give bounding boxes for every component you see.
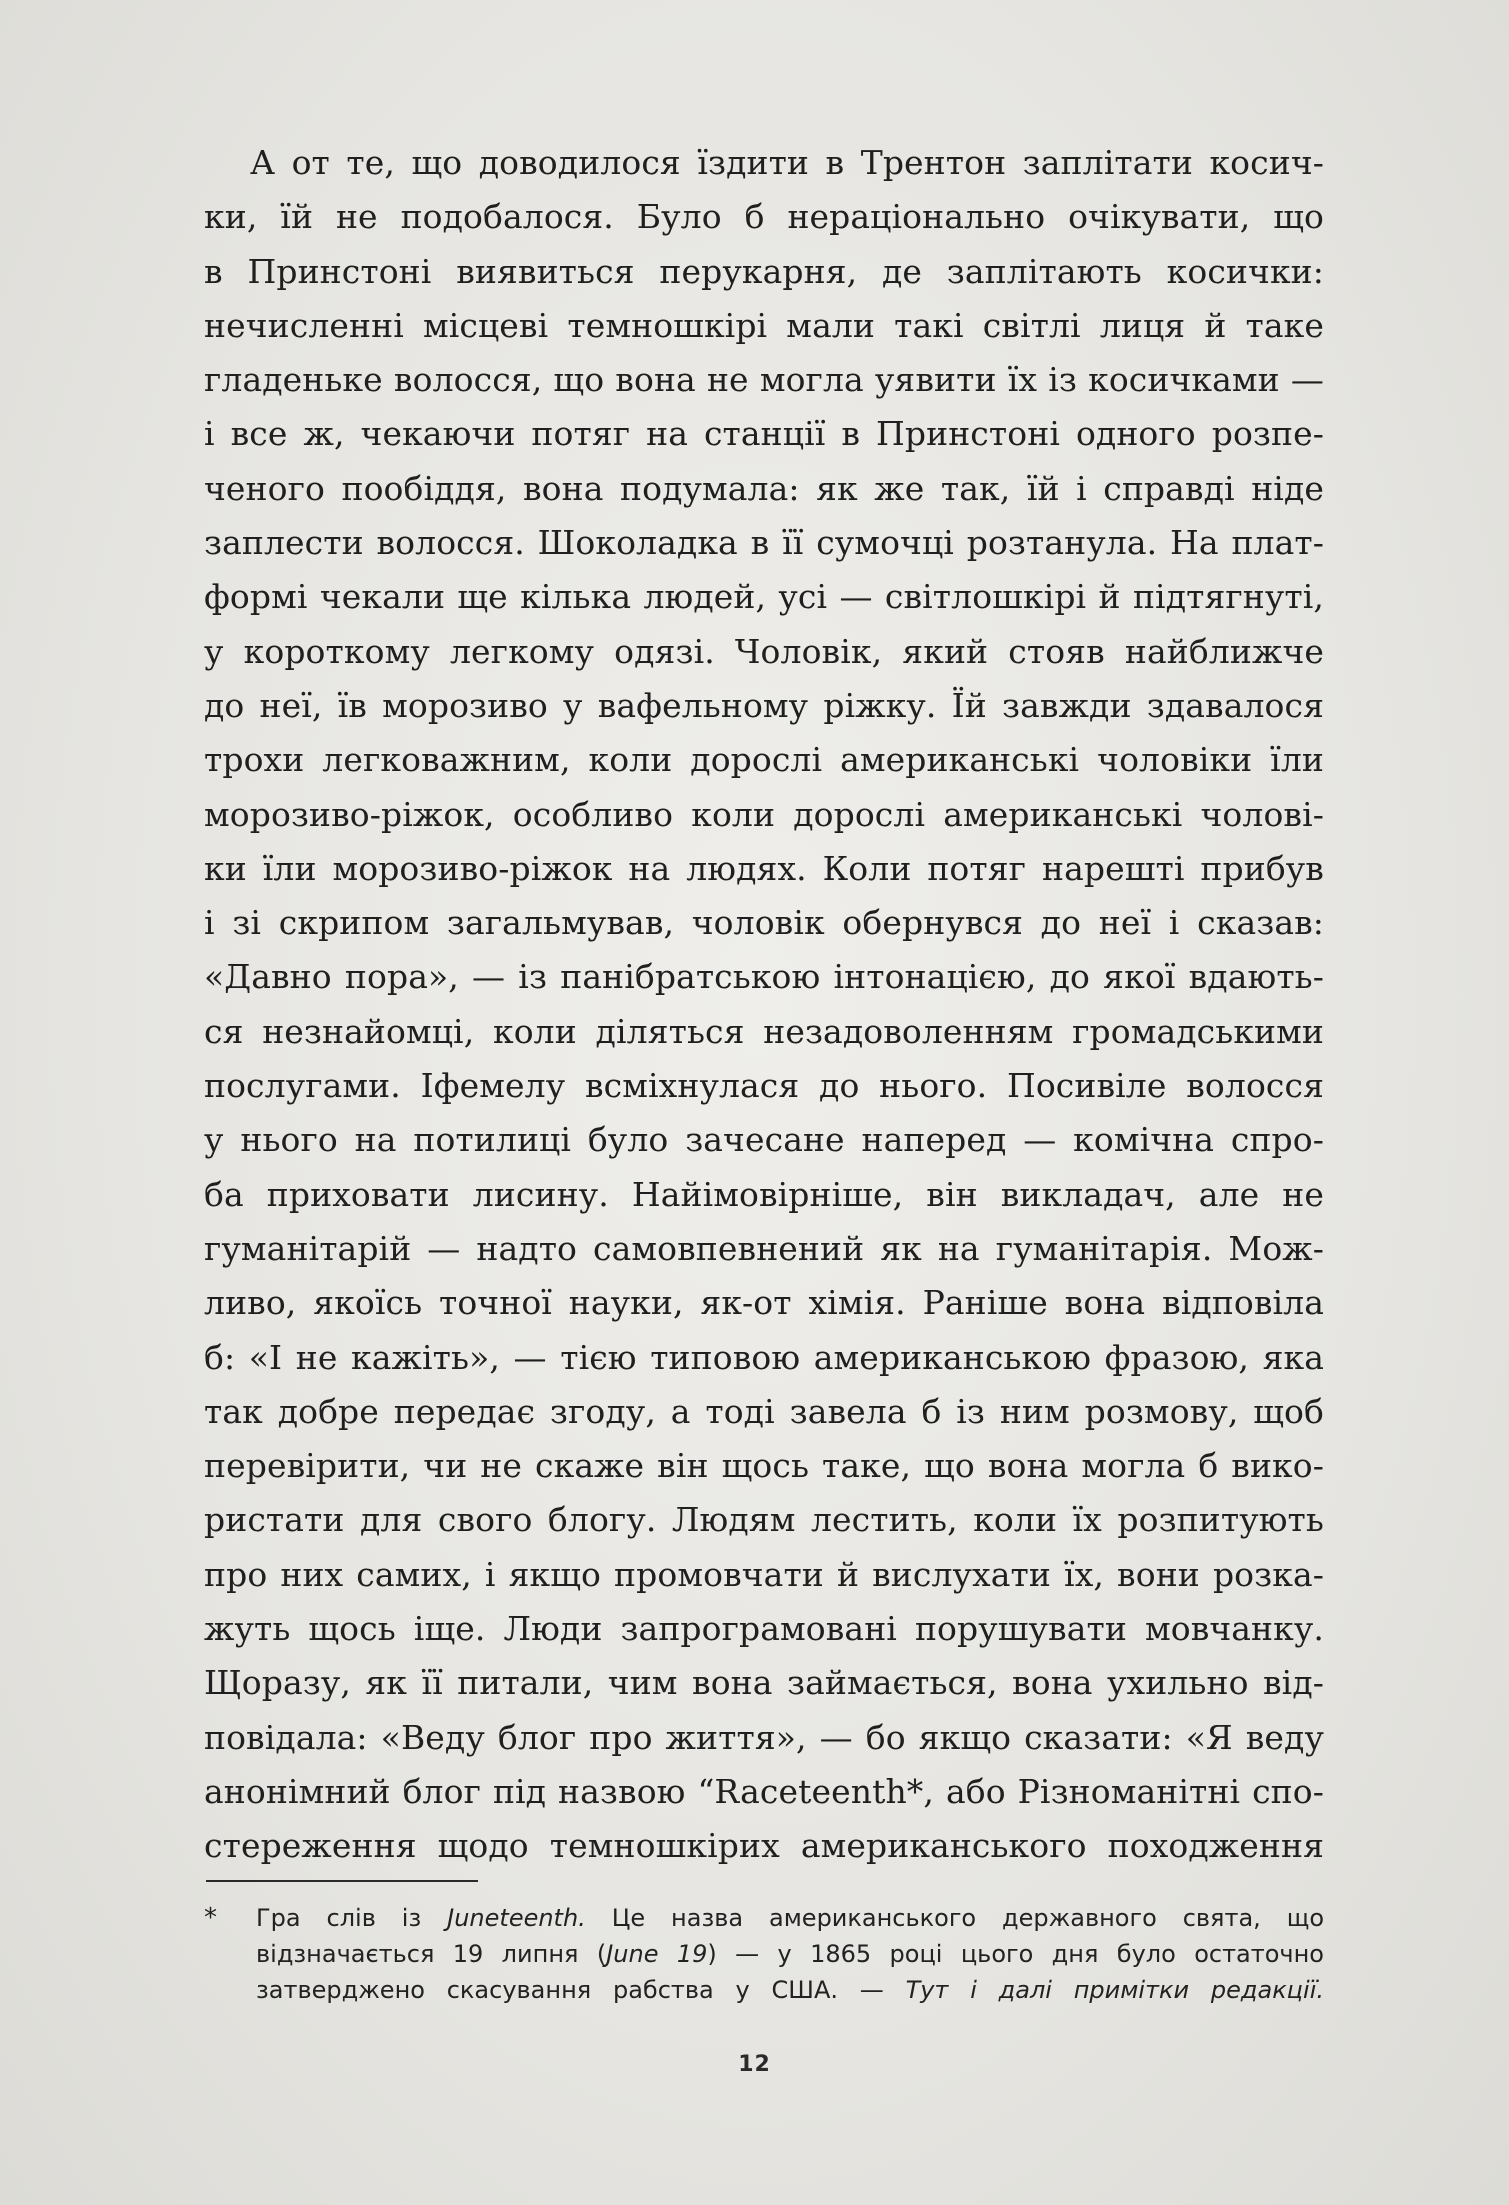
text-line: послугами. Іфемелу всміхнулася до нього. Посивіле волосся [204,1066,1324,1106]
text-line: трохи легковажним, коли дорослі американські чоловіки їли [204,740,1324,780]
text-line: ливо, якоїсь точної науки, як-от хімія. Раніше вона відповіла [204,1283,1324,1323]
text-line: гладеньке волосся, що вона не могла уявити їх із косичками — [204,360,1324,400]
text-line: анонімний блог під назвою “Raceteenth*, або Різноманітні спо- [204,1771,1324,1811]
footnote-divider [206,1880,478,1882]
text-line: про них самих, і якщо промовчати й вислухати їх, вони розка- [204,1554,1324,1594]
text-line: морозиво-ріжок, особливо коли дорослі американські чолові- [204,794,1324,834]
text-line: і зі скрипом загальмував, чоловік обернувся до неї і сказав: [204,903,1324,943]
text-line: Щоразу, як її питали, чим вона займається, вона ухильно від- [204,1663,1324,1703]
footnote-line: Гра слів із Juneteenth. Це назва американського державного свята, що [256,1904,1324,1932]
text-line: А от те, що доводилося їздити в Трентон заплітати косич- [250,143,1324,182]
text-line: жуть щось іще. Люди запрограмовані порушувати мовчанку. [204,1609,1324,1649]
text-line: у короткому легкому одязі. Чоловік, який стояв найближче [204,631,1324,671]
footnote-text [256,1900,1324,2008]
text-line: ристати для свого блогу. Людям лестить, коли їх розпитують [204,1500,1324,1540]
text-line: ки, їй не подобалося. Було б нераціонально очікувати, що [204,197,1324,237]
text-line: ки їли морозиво-ріжок на людях. Коли потяг нарешті прибув [204,848,1324,888]
text-line: у нього на потилиці було зачесане наперед — комічна спро- [204,1120,1324,1160]
text-line: ба приховати лисину. Найімовірніше, він викладач, але не [204,1174,1324,1214]
text-line: гуманітарій — надто самовпевнений як на гуманітарія. Мож- [204,1228,1324,1268]
text-line: формі чекали ще кілька людей, усі — світлошкірі й підтягнуті, [204,577,1324,617]
text-line: так добре передає згоду, а тоді завела б із ним розмову, щоб [204,1391,1324,1431]
footnote-mark: * [204,1903,217,1933]
text-line: б: «І не кажіть», — тією типовою американською фразою, яка [204,1337,1324,1377]
text-line: повідала: «Веду блог про життя», — бо якщо сказати: «Я веду [204,1717,1324,1757]
text-line: перевірити, чи не скаже він щось таке, що вона могла б вико- [204,1446,1324,1486]
text-line: в Принстоні виявиться перукарня, де заплітають косички: [204,251,1324,291]
text-line: «Давно пора», — із панібратською інтонацією, до якої вдають- [204,957,1324,997]
page-number: 12 [738,2052,771,2077]
footnote-line: затверджено скасування рабства у США. — Тут і далі примітки редакції. [256,1976,1324,2004]
text-line: заплести волосся. Шоколадка в її сумочці розтанула. На плат- [204,523,1324,563]
text-line: і все ж, чекаючи потяг на станції в Принстоні одного розпе- [204,414,1324,454]
body-text [204,136,1324,1874]
text-line: стереження щодо темношкірих американського походження [204,1826,1324,1866]
text-line: до неї, їв морозиво у вафельному ріжку. Їй завжди здавалося [204,685,1324,725]
footnote-line: відзначається 19 липня (June 19) — у 1865 році цього дня було остаточно [256,1940,1324,1968]
text-line: ся незнайомці, коли діляться незадоволенням громадськими [204,1011,1324,1051]
text-line: нечисленні місцеві темношкірі мали такі світлі лиця й таке [204,305,1324,345]
text-line: ченого пообіддя, вона подумала: як же так, їй і справді ніде [204,468,1324,508]
